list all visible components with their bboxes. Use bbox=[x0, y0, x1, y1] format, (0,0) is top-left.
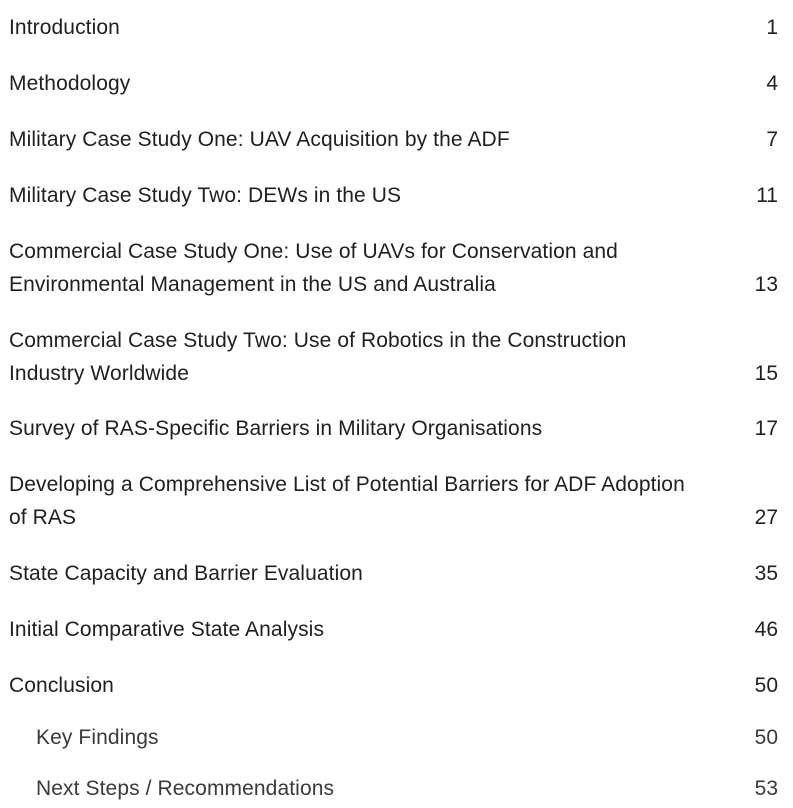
toc-entry-introduction[interactable] bbox=[9, 11, 778, 44]
toc-entry-title: Introduction bbox=[9, 16, 120, 39]
toc-entry-page: 46 bbox=[754, 618, 778, 641]
toc-entry-page: 50 bbox=[754, 726, 778, 749]
toc-entry-title: Methodology bbox=[9, 72, 131, 95]
toc-entry-commercial-case-study-one[interactable] bbox=[9, 235, 778, 301]
toc-entry-page: 15 bbox=[754, 362, 778, 385]
toc-entry-page: 50 bbox=[754, 674, 778, 697]
toc-entry-military-case-study-two[interactable] bbox=[9, 179, 778, 212]
toc-entry-title: Commercial Case Study Two: Use of Robotics in the Construction Industry Worldwide bbox=[9, 329, 627, 385]
toc-entry-page: 11 bbox=[756, 184, 778, 207]
toc-entry-commercial-case-study-two[interactable] bbox=[9, 324, 778, 390]
toc-entry-title: Military Case Study Two: DEWs in the US bbox=[9, 184, 402, 207]
toc-entry-page: 53 bbox=[754, 777, 778, 800]
toc-entry-state-capacity[interactable] bbox=[9, 557, 778, 590]
toc-entry-title: Military Case Study One: UAV Acquisition by the ADF bbox=[9, 128, 510, 151]
toc-entry-developing-list[interactable] bbox=[9, 468, 778, 534]
toc-entry-page: 17 bbox=[754, 417, 778, 440]
toc-entry-page: 4 bbox=[766, 72, 778, 95]
toc-entry-title: Initial Comparative State Analysis bbox=[9, 618, 325, 641]
toc-subentry-next-steps[interactable] bbox=[36, 772, 778, 805]
toc-entry-title: Developing a Comprehensive List of Potential Barriers for ADF Adoption of RAS bbox=[9, 473, 685, 529]
toc-entry-page: 35 bbox=[754, 562, 778, 585]
toc-entry-title: State Capacity and Barrier Evaluation bbox=[9, 562, 363, 585]
toc-entry-title: Survey of RAS-Specific Barriers in Military Organisations bbox=[9, 417, 543, 440]
toc-entry-comparative-analysis[interactable] bbox=[9, 613, 778, 646]
toc-entry-page: 13 bbox=[754, 273, 778, 296]
toc-entry-methodology[interactable] bbox=[9, 67, 778, 100]
toc-subentry-key-findings[interactable] bbox=[36, 721, 778, 754]
toc-entry-title: Conclusion bbox=[9, 674, 114, 697]
toc-entry-title: Next Steps / Recommendations bbox=[36, 777, 335, 800]
toc-entry-survey-barriers[interactable] bbox=[9, 412, 778, 445]
toc-entry-page: 27 bbox=[754, 506, 778, 529]
toc-entry-page: 1 bbox=[766, 16, 778, 39]
toc-entry-conclusion[interactable] bbox=[9, 669, 778, 702]
toc-entry-page: 7 bbox=[766, 128, 778, 151]
toc-entry-title: Key Findings bbox=[36, 726, 159, 749]
toc-entry-title: Commercial Case Study One: Use of UAVs for Conservation and Environmental Management in the US and Australia bbox=[9, 240, 618, 296]
toc-entry-military-case-study-one[interactable] bbox=[9, 123, 778, 156]
